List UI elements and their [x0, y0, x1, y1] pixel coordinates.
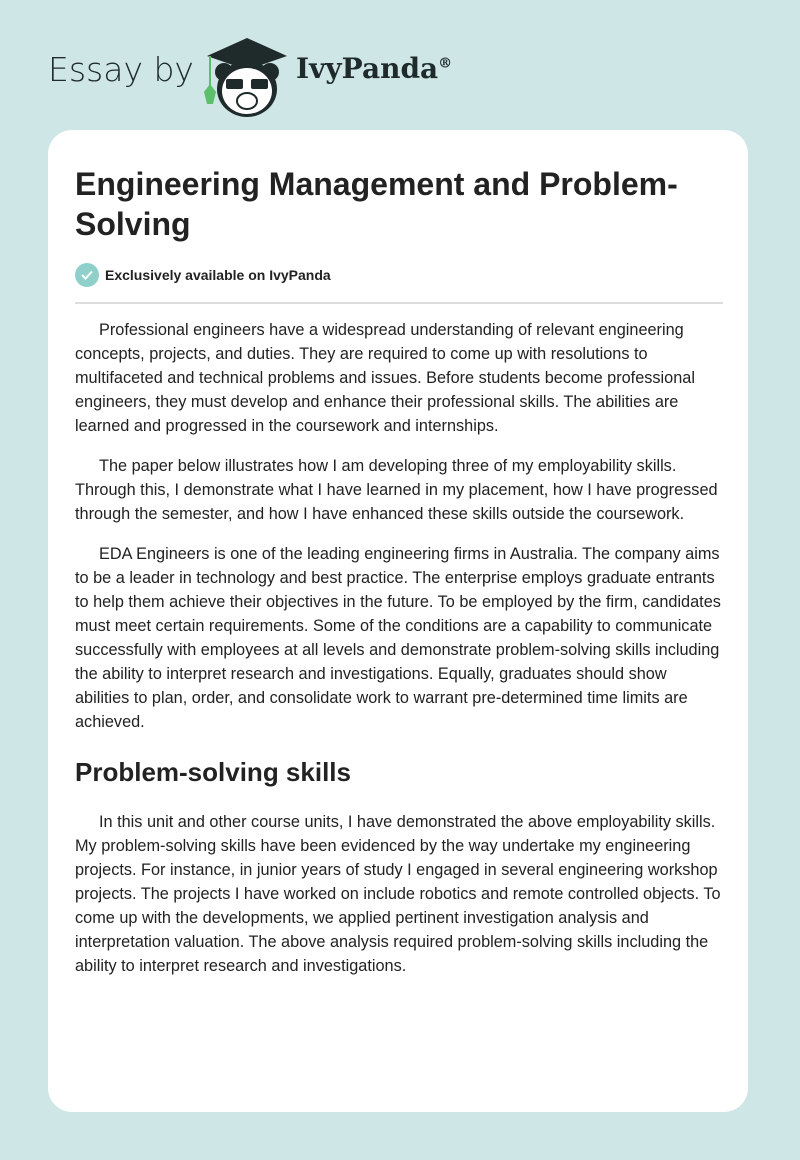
essay-by-label: Essay by	[48, 50, 194, 89]
site-header	[0, 20, 800, 120]
brand-name	[296, 52, 452, 85]
exclusive-label: Exclusively available on IvyPanda	[105, 267, 331, 283]
paragraph: In this unit and other course units, I have demonstrated the above employability skills. My problem-solving skills have been evidenced by the way undertake my engineering projects. For instance, in junior years of study I engaged in several engineering workshop projects. The projects I have worked on include robotics and remote controlled objects. To come up with the developments, we applied pertinent investigation analysis and interpretation valuation. The above analysis required problem-solving skills including the ability to interpret research and investigations.	[75, 813, 721, 975]
ivypanda-logo-icon[interactable]	[202, 34, 292, 124]
section-heading: Problem-solving skills	[75, 757, 351, 787]
registered-mark: ®	[438, 55, 453, 72]
brand-text: IvyPanda	[296, 52, 439, 85]
paragraph: EDA Engineers is one of the leading engineering firms in Australia. The company aims to be a leader in technology and best practice. The enterprise employs graduate entrants to help them achieve their objectives in the future. To be employed by the firm, candidates must meet certain requirements. Some of the conditions are a capability to communicate successfully with employees at all levels and demonstrate problem-solving skills including the ability to interpret research and investigations. Equally, graduates should show abilities to plan, order, and consolidate work to warrant pre-determined time limits are achieved.	[75, 545, 721, 731]
divider	[75, 302, 723, 304]
paragraph: Professional engineers have a widespread understanding of relevant engineering concepts, projects, and duties. They are required to come up with resolutions to multifaceted and technical problems and issues. Before students become professional engineers, they must develop and enhance their professional skills. The abilities are learned and progressed in the coursework and internships.	[75, 321, 695, 435]
check-icon	[75, 263, 99, 287]
paragraph: The paper below illustrates how I am developing three of my employability skills. Through this, I demonstrate what I have learned in my placement, how I have progressed through the semester, and how I have enhanced these skills outside the coursework.	[75, 457, 718, 523]
exclusive-badge	[75, 263, 331, 287]
article-card	[48, 130, 748, 1112]
page-title: Engineering Management and Problem-Solving	[75, 166, 678, 242]
article-body	[75, 318, 725, 994]
